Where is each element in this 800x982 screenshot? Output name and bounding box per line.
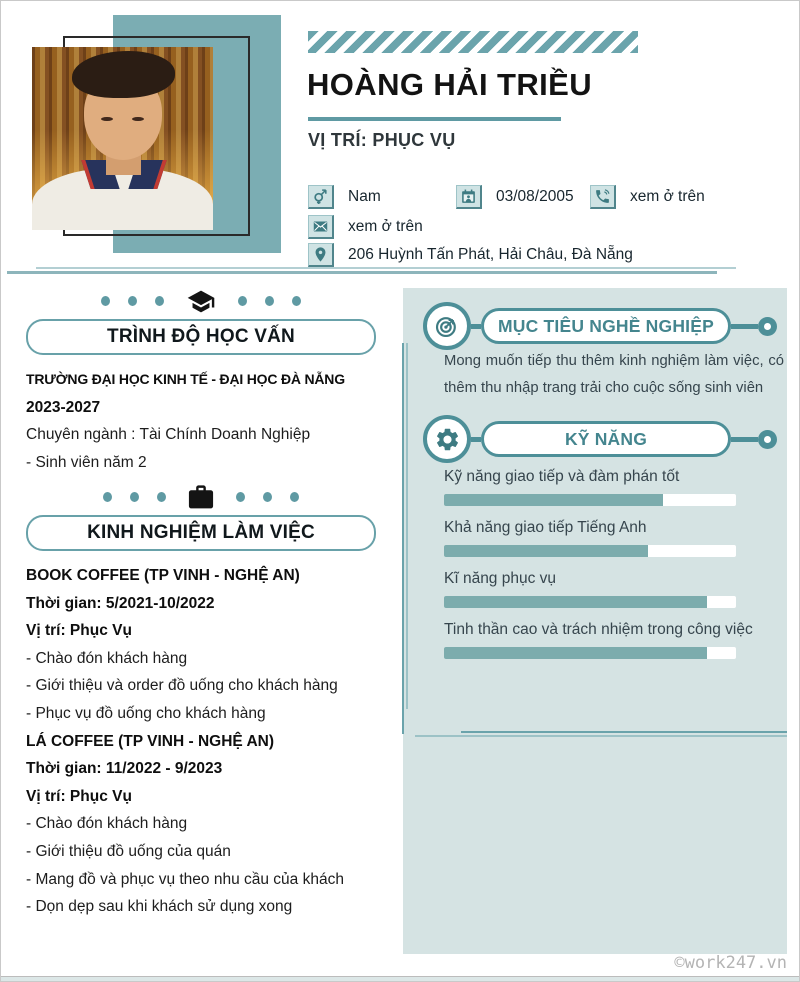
job-duty: - Dọn dẹp sau khi khách sử dụng xong	[26, 898, 293, 916]
job-role: Vị trí: Phục Vụ	[26, 787, 132, 805]
skill-bar	[444, 545, 736, 557]
job-role: Vị trí: Phục Vụ	[26, 622, 132, 640]
skill-bar-fill	[444, 647, 707, 659]
panel-decor-line	[406, 343, 408, 709]
job-duty: - Phục vụ đồ uống cho khách hàng	[26, 704, 266, 722]
experience-section	[26, 484, 376, 921]
job-company: LÁ COFFEE (TP VINH - NGHỆ AN)	[26, 732, 274, 750]
education-title-box: TRÌNH ĐỘ HỌC VẤN	[26, 319, 376, 355]
position-title: VỊ TRÍ: PHỤC VỤ	[308, 130, 456, 150]
address-value: 206 Huỳnh Tấn Phát, Hải Châu, Đà Nẵng	[348, 246, 633, 263]
experience-decor-dots	[26, 484, 376, 510]
phone-value: xem ở trên	[630, 188, 705, 205]
email-icon	[308, 215, 334, 239]
graduation-cap-icon	[182, 287, 220, 316]
skill-label: Khả năng giao tiếp Tiếng Anh	[444, 519, 647, 536]
gender-value: Nam	[348, 188, 381, 205]
contact-gender	[308, 184, 381, 210]
photo-eye	[132, 117, 145, 122]
skill-bar-fill	[444, 494, 663, 506]
right-panel	[403, 288, 787, 954]
skills-list	[444, 464, 781, 668]
contact-email	[308, 214, 423, 240]
education-decor-dots	[26, 288, 376, 314]
experience-title-box: KINH NGHIỆM LÀM VIỆC	[26, 515, 376, 551]
job-duty: - Giới thiệu đồ uống của quán	[26, 842, 231, 860]
panel-decor-line	[402, 343, 404, 734]
skill-label: Kĩ năng phục vụ	[444, 570, 557, 587]
candidate-name: HOÀNG HẢI TRIỀU	[307, 67, 592, 102]
skill-bar	[444, 596, 736, 608]
photo-shirt	[32, 168, 213, 230]
job-period: Thời gian: 5/2021-10/2022	[26, 594, 215, 612]
objective-title-box: MỤC TIÊU NGHỀ NGHIỆP	[481, 308, 731, 344]
skill-bar-fill	[444, 596, 707, 608]
location-pin-icon	[308, 243, 334, 267]
skill-label: Kỹ năng giao tiếp và đàm phán tốt	[444, 468, 680, 485]
contact-phone	[590, 184, 705, 210]
job-duty: - Chào đón khách hàng	[26, 815, 188, 833]
bottom-bar	[1, 976, 799, 982]
education-section	[26, 288, 376, 476]
experience-content	[26, 551, 389, 921]
panel-decor-line	[461, 731, 787, 733]
skill-item	[444, 566, 781, 608]
skill-item	[444, 464, 781, 506]
panel-decor-line	[415, 735, 787, 737]
header-divider	[7, 271, 717, 274]
education-content	[26, 355, 389, 476]
gender-icon	[308, 185, 334, 209]
education-school: TRƯỜNG ĐẠI HỌC KINH TẾ - ĐẠI HỌC ĐÀ NẴNG	[26, 371, 345, 387]
calendar-icon	[456, 185, 482, 209]
skill-item	[444, 617, 781, 659]
job-duty: - Chào đón khách hàng	[26, 649, 188, 667]
skills-title-box: KỸ NĂNG	[481, 421, 731, 457]
skills-header	[423, 415, 777, 463]
education-years: 2023-2027	[26, 398, 101, 416]
decor-stripes	[308, 31, 638, 53]
briefcase-icon	[184, 483, 218, 512]
email-value: xem ở trên	[348, 218, 423, 235]
profile-photo	[32, 47, 213, 230]
watermark: ©work247.vn	[674, 953, 787, 973]
skill-label: Tinh thần cao và trách nhiệm trong công việc	[444, 621, 753, 638]
job-company: BOOK COFFEE (TP VINH - NGHỆ AN)	[26, 567, 300, 584]
job-duty: - Mang đồ và phục vụ theo nhu cầu của khách	[26, 870, 344, 888]
header-divider	[36, 267, 736, 269]
gear-icon	[423, 415, 471, 463]
contact-dob	[456, 184, 574, 210]
contact-address	[308, 242, 633, 268]
phone-icon	[590, 185, 616, 209]
dob-value: 03/08/2005	[496, 188, 574, 205]
connector-dot	[758, 430, 777, 449]
skill-bar	[444, 647, 736, 659]
connector-dot	[758, 317, 777, 336]
education-note: - Sinh viên năm 2	[26, 453, 147, 471]
skill-bar-fill	[444, 545, 648, 557]
skill-item	[444, 515, 781, 557]
objective-header	[423, 302, 777, 350]
name-underline	[308, 117, 561, 121]
objective-text: Mong muốn tiếp thu thêm kinh nghiệm làm việc, có thêm thu nhập trang trải cho cuộc sống sinh viên	[444, 353, 784, 396]
target-icon	[423, 302, 471, 350]
job-duty: - Giới thiệu và order đồ uống cho khách hàng	[26, 677, 338, 695]
skill-bar	[444, 494, 736, 506]
photo-hair	[72, 51, 175, 99]
education-major: Chuyên ngành : Tài Chính Doanh Nghiệp	[26, 426, 311, 444]
job-period: Thời gian: 11/2022 - 9/2023	[26, 760, 223, 778]
